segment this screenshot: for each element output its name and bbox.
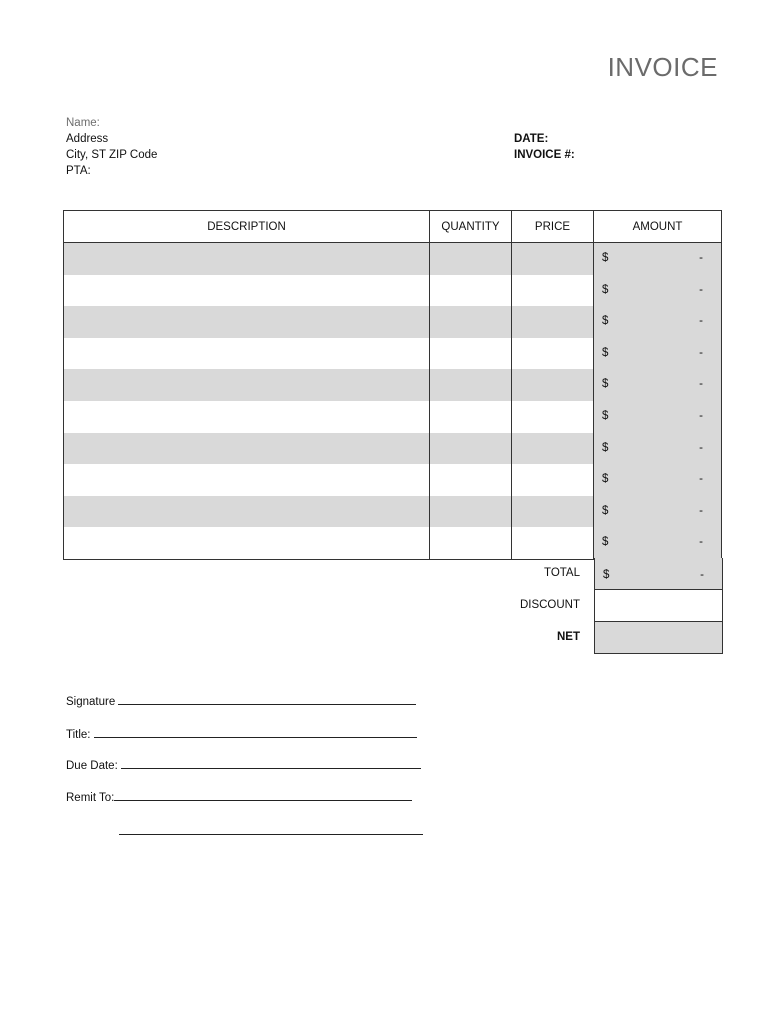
amount-value: - bbox=[699, 536, 703, 549]
amount-cell bbox=[594, 275, 722, 307]
quantity-cell[interactable] bbox=[430, 527, 512, 559]
amount-cell bbox=[594, 496, 722, 528]
quantity-cell[interactable] bbox=[430, 306, 512, 338]
discount-label: DISCOUNT bbox=[519, 599, 580, 611]
amount-value: - bbox=[699, 378, 703, 391]
price-cell[interactable] bbox=[512, 464, 594, 496]
net-label: NET bbox=[557, 631, 580, 643]
amount-value: - bbox=[699, 504, 703, 517]
quantity-cell[interactable] bbox=[430, 338, 512, 370]
table-row bbox=[64, 369, 722, 401]
quantity-cell[interactable] bbox=[430, 243, 512, 275]
address-line: Address bbox=[66, 133, 109, 145]
amount-currency: $ bbox=[602, 473, 609, 486]
price-cell[interactable] bbox=[512, 527, 594, 559]
table-row bbox=[64, 275, 722, 307]
total-currency: $ bbox=[603, 569, 610, 581]
signature-line[interactable] bbox=[118, 694, 416, 705]
amount-value: - bbox=[699, 252, 703, 264]
table-row bbox=[64, 433, 722, 465]
signature-row bbox=[66, 694, 416, 708]
description-cell[interactable] bbox=[64, 275, 430, 307]
due-date-row bbox=[66, 758, 421, 772]
amount-currency: $ bbox=[602, 315, 609, 328]
price-cell[interactable] bbox=[512, 496, 594, 528]
amount-cell bbox=[594, 306, 722, 338]
header-description: DESCRIPTION bbox=[64, 211, 430, 243]
quantity-cell[interactable] bbox=[430, 496, 512, 528]
total-label: TOTAL bbox=[544, 567, 580, 579]
due-date-label: Due Date: bbox=[66, 760, 118, 772]
amount-value: - bbox=[699, 346, 703, 359]
price-cell[interactable] bbox=[512, 338, 594, 370]
invoice-meta bbox=[514, 131, 575, 163]
amount-currency: $ bbox=[602, 409, 609, 422]
date-label: DATE: bbox=[514, 133, 549, 145]
amount-currency: $ bbox=[602, 504, 609, 517]
amount-cell bbox=[594, 243, 722, 275]
quantity-cell[interactable] bbox=[430, 369, 512, 401]
table-header-row bbox=[64, 211, 722, 243]
amount-currency: $ bbox=[602, 346, 609, 359]
price-cell[interactable] bbox=[512, 306, 594, 338]
description-cell[interactable] bbox=[64, 306, 430, 338]
title-line[interactable] bbox=[94, 727, 417, 738]
description-cell[interactable] bbox=[64, 464, 430, 496]
amount-currency: $ bbox=[602, 441, 609, 454]
amount-currency: $ bbox=[602, 378, 609, 391]
description-cell[interactable] bbox=[64, 243, 430, 275]
amount-value: - bbox=[699, 441, 703, 454]
amount-value: - bbox=[699, 283, 703, 296]
price-cell[interactable] bbox=[512, 275, 594, 307]
invoice-title: INVOICE bbox=[607, 52, 718, 82]
description-cell[interactable] bbox=[64, 338, 430, 370]
remit-second-line[interactable] bbox=[119, 824, 423, 835]
invoice-number-label: INVOICE #: bbox=[514, 149, 575, 161]
title-label: Title: bbox=[66, 729, 91, 741]
title-row bbox=[66, 727, 417, 741]
pta-label: PTA: bbox=[66, 165, 91, 177]
price-cell[interactable] bbox=[512, 369, 594, 401]
sender-block bbox=[66, 115, 157, 179]
quantity-cell[interactable] bbox=[430, 275, 512, 307]
table-row bbox=[64, 496, 722, 528]
amount-cell bbox=[594, 527, 722, 559]
table-row bbox=[64, 338, 722, 370]
price-cell[interactable] bbox=[512, 433, 594, 465]
description-cell[interactable] bbox=[64, 433, 430, 465]
amount-currency: $ bbox=[602, 283, 609, 296]
remit-line[interactable] bbox=[114, 790, 412, 801]
name-label: Name: bbox=[66, 117, 100, 129]
signature-label: Signature bbox=[66, 696, 116, 708]
line-items-table bbox=[63, 210, 722, 560]
table-row bbox=[64, 464, 722, 496]
description-cell[interactable] bbox=[64, 369, 430, 401]
table-row bbox=[64, 306, 722, 338]
discount-input[interactable] bbox=[594, 590, 723, 622]
amount-cell bbox=[594, 464, 722, 496]
total-box bbox=[594, 558, 723, 590]
amount-cell bbox=[594, 401, 722, 433]
table-row bbox=[64, 243, 722, 275]
quantity-cell[interactable] bbox=[430, 464, 512, 496]
price-cell[interactable] bbox=[512, 401, 594, 433]
description-cell[interactable] bbox=[64, 527, 430, 559]
header-price: PRICE bbox=[512, 211, 594, 243]
header-quantity: QUANTITY bbox=[430, 211, 512, 243]
amount-cell bbox=[594, 338, 722, 370]
amount-value: - bbox=[699, 473, 703, 486]
amount-currency: $ bbox=[602, 536, 609, 549]
quantity-cell[interactable] bbox=[430, 433, 512, 465]
header-amount: AMOUNT bbox=[594, 211, 722, 243]
amount-cell bbox=[594, 369, 722, 401]
table-row bbox=[64, 401, 722, 433]
due-date-line[interactable] bbox=[121, 758, 421, 769]
city-line: City, ST ZIP Code bbox=[66, 149, 158, 161]
amount-currency: $ bbox=[602, 252, 609, 264]
description-cell[interactable] bbox=[64, 496, 430, 528]
description-cell[interactable] bbox=[64, 401, 430, 433]
total-value: - bbox=[700, 569, 704, 581]
amount-value: - bbox=[699, 409, 703, 422]
amount-cell bbox=[594, 433, 722, 465]
remit-row bbox=[66, 790, 412, 804]
net-box bbox=[594, 622, 723, 654]
quantity-cell[interactable] bbox=[430, 401, 512, 433]
remit-label: Remit To: bbox=[66, 792, 115, 804]
price-cell[interactable] bbox=[512, 243, 594, 275]
remit-line-2[interactable] bbox=[119, 822, 423, 840]
table-row bbox=[64, 527, 722, 559]
amount-value: - bbox=[699, 315, 703, 328]
